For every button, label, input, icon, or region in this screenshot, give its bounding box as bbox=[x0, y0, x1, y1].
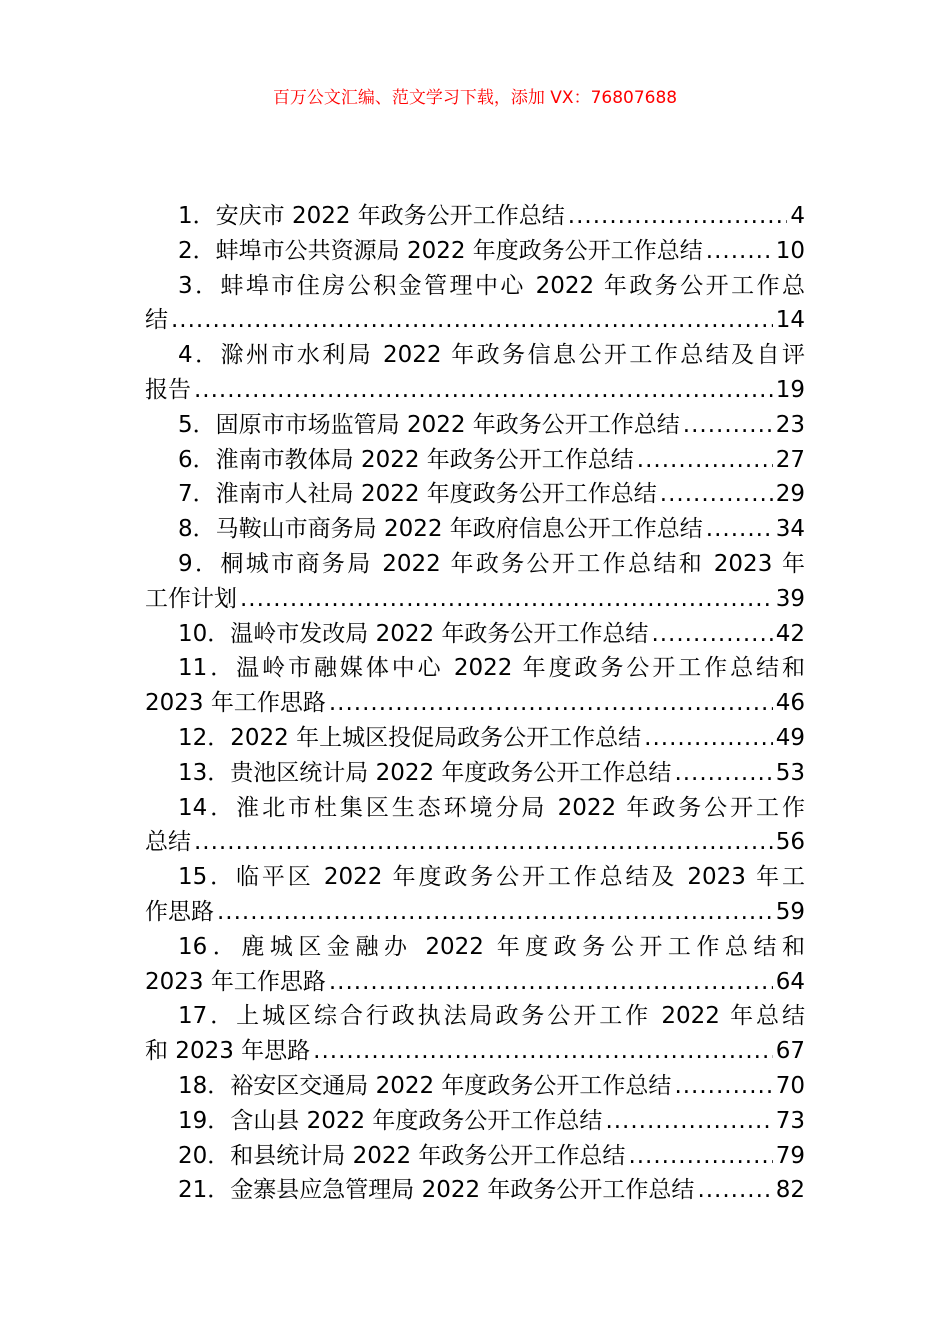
toc-entry[interactable] bbox=[145, 999, 805, 1069]
toc-entry-title bbox=[178, 234, 703, 269]
toc-entry-title bbox=[145, 1034, 310, 1069]
toc-entry-number: 11． bbox=[178, 655, 237, 682]
toc-page-number: 70 bbox=[775, 1072, 805, 1099]
toc-page-number: 64 bbox=[775, 968, 805, 995]
dot-leader bbox=[683, 408, 773, 443]
toc-entry-title-text: 温岭市融媒体中心 2022 年度政务公开工作总结和 bbox=[236, 655, 805, 682]
toc-entry-title-text: 淮北市杜集区生态环境分局 2022 年政务公开工作 bbox=[236, 794, 805, 821]
toc-page-number: 27 bbox=[775, 446, 805, 473]
toc-entry[interactable] bbox=[145, 1173, 805, 1208]
dot-leader bbox=[697, 1173, 772, 1208]
toc-page-number: 59 bbox=[775, 898, 805, 925]
toc-entry[interactable] bbox=[145, 477, 805, 512]
toc-entry-title bbox=[145, 373, 191, 408]
toc-entry-continuation bbox=[145, 686, 805, 721]
toc-entry-continuation bbox=[145, 965, 805, 1000]
toc-entry-number: 3． bbox=[178, 272, 221, 299]
dot-leader bbox=[674, 1069, 772, 1104]
toc-entry-line bbox=[145, 477, 805, 512]
toc-entry-title-text: 马鞍山市商务局 2022 年政府信息公开工作总结 bbox=[215, 516, 703, 543]
toc-entry[interactable] bbox=[145, 651, 805, 721]
toc-entry-title-text: 蚌埠市住房公积金管理中心 2022 年政务公开工作总 bbox=[220, 272, 805, 299]
dot-leader bbox=[568, 199, 788, 234]
toc-entry-number: 5． bbox=[178, 411, 216, 438]
toc-entry-line bbox=[145, 338, 805, 373]
toc-entry[interactable] bbox=[145, 408, 805, 443]
toc-entry-title-text: 滁州市水利局 2022 年政务信息公开工作总结及自评 bbox=[220, 342, 805, 369]
toc-page-number: 67 bbox=[775, 1038, 805, 1065]
toc-page-number: 53 bbox=[775, 759, 805, 786]
toc-entry[interactable] bbox=[145, 443, 805, 478]
toc-entry-title-text: 金寨县应急管理局 2022 年政务公开工作总结 bbox=[230, 1177, 695, 1204]
toc-entry-continuation bbox=[145, 582, 805, 617]
toc-page-number: 39 bbox=[775, 585, 805, 612]
toc-page-number: 42 bbox=[775, 620, 805, 647]
toc-entry[interactable] bbox=[145, 930, 805, 1000]
toc-entry-number: 6． bbox=[178, 446, 216, 473]
toc-page-number: 34 bbox=[775, 516, 805, 543]
dot-leader bbox=[329, 686, 773, 721]
toc-page-number: 23 bbox=[775, 411, 805, 438]
toc-entry-title bbox=[178, 617, 648, 652]
toc-entry-title-text: 贵池区统计局 2022 年度政务公开工作总结 bbox=[230, 759, 672, 786]
toc-entry-title bbox=[145, 895, 214, 930]
toc-entry[interactable] bbox=[145, 234, 805, 269]
toc-entry-line bbox=[145, 756, 805, 791]
toc-entry-title-text: 工作计划 bbox=[145, 585, 237, 612]
toc-entry-title-text: 临平区 2022 年度政务公开工作总结及 2023 年工 bbox=[236, 864, 805, 891]
toc-entry[interactable] bbox=[145, 199, 805, 234]
dot-leader bbox=[171, 303, 773, 338]
toc-page-number: 14 bbox=[775, 307, 805, 334]
toc-entry-number: 15． bbox=[178, 864, 237, 891]
toc-entry[interactable] bbox=[145, 512, 805, 547]
toc-entry-line bbox=[145, 860, 805, 895]
toc-entry-title-text: 结 bbox=[145, 307, 168, 334]
toc-entry-continuation bbox=[145, 1034, 805, 1069]
toc-entry[interactable] bbox=[145, 791, 805, 861]
toc-entry-line bbox=[145, 999, 805, 1034]
toc-entry-title-text: 淮南市人社局 2022 年度政务公开工作总结 bbox=[215, 481, 657, 508]
toc-entry-title bbox=[178, 756, 671, 791]
toc-entry-title-text: 和 2023 年思路 bbox=[145, 1038, 311, 1065]
toc-entry-number: 9． bbox=[178, 550, 221, 577]
toc-page-number: 46 bbox=[775, 690, 805, 717]
toc-entry-line bbox=[145, 234, 805, 269]
dot-leader bbox=[329, 965, 773, 1000]
dot-leader bbox=[217, 895, 773, 930]
toc-entry-continuation bbox=[145, 825, 805, 860]
toc-entry[interactable] bbox=[145, 721, 805, 756]
toc-entry-continuation bbox=[145, 895, 805, 930]
toc-entry-title-text: 裕安区交通局 2022 年度政务公开工作总结 bbox=[230, 1072, 672, 1099]
toc-entry-line bbox=[145, 617, 805, 652]
toc-entry-title bbox=[178, 721, 641, 756]
dot-leader bbox=[706, 234, 773, 269]
toc-entry-title-text: 报告 bbox=[145, 376, 191, 403]
toc-entry-line bbox=[145, 1173, 805, 1208]
toc-entry-line bbox=[145, 269, 805, 304]
toc-entry-number: 14． bbox=[178, 794, 237, 821]
dot-leader bbox=[674, 756, 772, 791]
toc-entry[interactable] bbox=[145, 860, 805, 930]
toc-page-number: 56 bbox=[775, 829, 805, 856]
toc-entry-number: 12． bbox=[178, 724, 231, 751]
toc-entry-line bbox=[145, 791, 805, 826]
toc-entry-number: 20． bbox=[178, 1142, 231, 1169]
toc-entry[interactable] bbox=[145, 617, 805, 652]
dot-leader bbox=[194, 373, 773, 408]
table-of-contents bbox=[145, 199, 805, 1208]
toc-entry[interactable] bbox=[145, 547, 805, 617]
toc-entry-title-text: 2022 年上城区投促局政务公开工作总结 bbox=[230, 724, 642, 751]
dot-leader bbox=[313, 1034, 773, 1069]
toc-entry-line bbox=[145, 721, 805, 756]
toc-entry-title bbox=[178, 1173, 694, 1208]
toc-entry-line bbox=[145, 547, 805, 582]
toc-page-number: 10 bbox=[775, 237, 805, 264]
toc-entry-number: 7． bbox=[178, 481, 216, 508]
toc-entry-title-text: 安庆市 2022 年政务公开工作总结 bbox=[215, 203, 565, 229]
dot-leader bbox=[660, 477, 773, 512]
toc-entry-line bbox=[145, 199, 805, 234]
toc-page-number: 4 bbox=[790, 203, 805, 229]
toc-entry[interactable] bbox=[145, 269, 805, 339]
dot-leader bbox=[644, 721, 773, 756]
toc-entry[interactable] bbox=[145, 1104, 805, 1139]
toc-entry-title-text: 上城区综合行政执法局政务公开工作 2022 年总结 bbox=[236, 1003, 805, 1030]
toc-entry-title-text: 作思路 bbox=[145, 898, 214, 925]
toc-entry-title bbox=[178, 199, 565, 234]
dot-leader bbox=[706, 512, 773, 547]
toc-entry[interactable] bbox=[145, 1069, 805, 1104]
toc-entry[interactable] bbox=[145, 338, 805, 408]
toc-page-number: 19 bbox=[775, 376, 805, 403]
toc-entry-number: 21． bbox=[178, 1177, 231, 1204]
toc-entry-title-text: 和县统计局 2022 年政务公开工作总结 bbox=[230, 1142, 626, 1169]
toc-entry-line bbox=[145, 1069, 805, 1104]
toc-entry-number: 10． bbox=[178, 620, 231, 647]
toc-entry[interactable] bbox=[145, 756, 805, 791]
toc-entry-number: 4． bbox=[178, 342, 221, 369]
toc-entry-number: 19． bbox=[178, 1107, 231, 1134]
dot-leader bbox=[637, 443, 773, 478]
toc-entry-title-text: 桐城市商务局 2022 年政务公开工作总结和 2023 年 bbox=[220, 550, 805, 577]
toc-entry-line bbox=[145, 443, 805, 478]
toc-entry-title bbox=[145, 965, 326, 1000]
header-banner: 百万公文汇编、范文学习下载，添加 VX：76807688 bbox=[272, 88, 678, 108]
toc-entry-continuation bbox=[145, 373, 805, 408]
toc-entry-title bbox=[178, 1069, 671, 1104]
toc-entry-title-text: 2023 年工作思路 bbox=[145, 968, 326, 995]
toc-entry-line bbox=[145, 1104, 805, 1139]
toc-entry-title-text: 总结 bbox=[145, 829, 191, 856]
toc-entry-title-text: 鹿城区金融办 2022 年度政务公开工作总结和 bbox=[241, 933, 805, 960]
toc-page-number: 29 bbox=[775, 481, 805, 508]
toc-page-number: 79 bbox=[775, 1142, 805, 1169]
toc-entry-title bbox=[178, 477, 657, 512]
toc-entry-number: 18． bbox=[178, 1072, 231, 1099]
toc-entry-title-text: 2023 年工作思路 bbox=[145, 690, 326, 717]
toc-entry-title bbox=[178, 443, 634, 478]
dot-leader bbox=[628, 1139, 772, 1174]
dot-leader bbox=[194, 825, 773, 860]
toc-entry-title-text: 温岭市发改局 2022 年政务公开工作总结 bbox=[230, 620, 649, 647]
toc-entry-title bbox=[145, 686, 326, 721]
toc-entry-title-text: 蚌埠市公共资源局 2022 年度政务公开工作总结 bbox=[215, 237, 703, 264]
toc-entry-title bbox=[178, 512, 703, 547]
toc-entry-line bbox=[145, 408, 805, 443]
toc-entry-number: 17． bbox=[178, 1003, 237, 1030]
toc-entry-title-text: 淮南市教体局 2022 年政务公开工作总结 bbox=[215, 446, 634, 473]
toc-entry-title-text: 含山县 2022 年度政务公开工作总结 bbox=[230, 1107, 603, 1134]
toc-entry-title bbox=[178, 1104, 602, 1139]
dot-leader bbox=[240, 582, 773, 617]
dot-leader bbox=[605, 1104, 772, 1139]
toc-page-number: 49 bbox=[775, 724, 805, 751]
toc-entry-number: 1． bbox=[178, 203, 216, 229]
toc-entry-title bbox=[178, 1139, 625, 1174]
toc-entry[interactable] bbox=[145, 1139, 805, 1174]
dot-leader bbox=[651, 617, 772, 652]
toc-entry-title bbox=[145, 582, 237, 617]
toc-entry-line bbox=[145, 512, 805, 547]
toc-entry-title-text: 固原市市场监管局 2022 年政务公开工作总结 bbox=[215, 411, 680, 438]
toc-entry-line bbox=[145, 930, 805, 965]
toc-entry-number: 13． bbox=[178, 759, 231, 786]
toc-entry-line bbox=[145, 651, 805, 686]
toc-entry-title bbox=[178, 408, 680, 443]
toc-entry-title bbox=[145, 303, 168, 338]
toc-entry-line bbox=[145, 1139, 805, 1174]
toc-entry-number: 2． bbox=[178, 237, 216, 264]
toc-entry-number: 16． bbox=[178, 933, 242, 960]
toc-entry-continuation bbox=[145, 303, 805, 338]
toc-entry-title bbox=[145, 825, 191, 860]
toc-page-number: 73 bbox=[775, 1107, 805, 1134]
toc-page-number: 82 bbox=[775, 1177, 805, 1204]
toc-entry-number: 8． bbox=[178, 516, 216, 543]
